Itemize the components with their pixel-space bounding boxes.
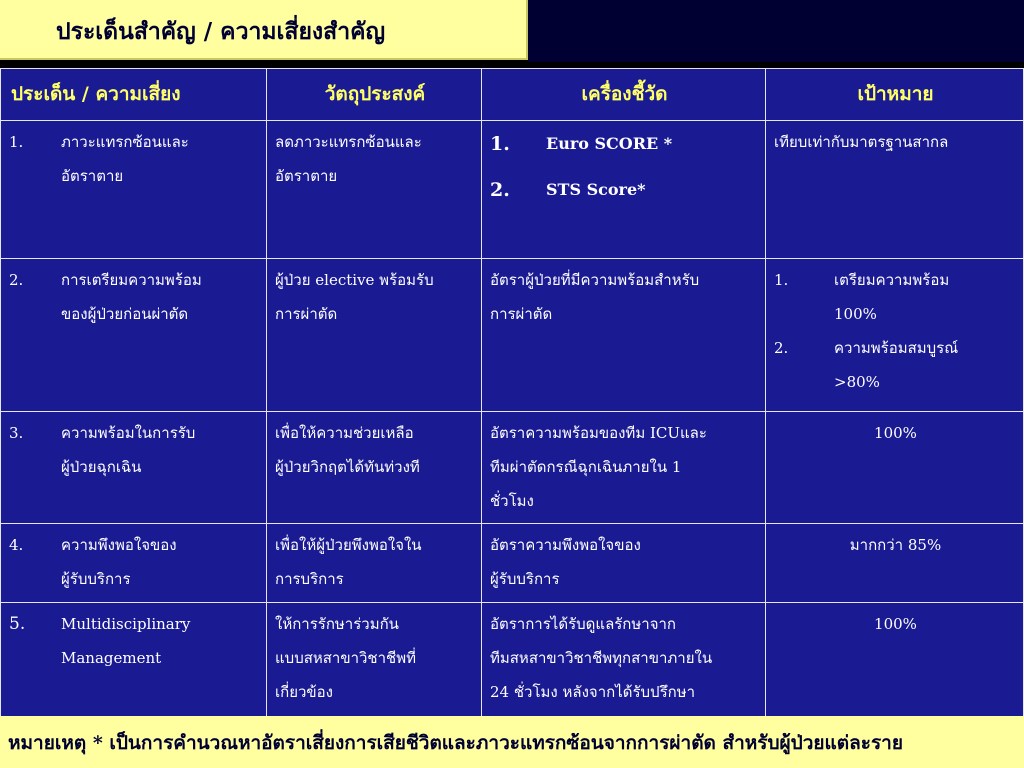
target-cell	[766, 121, 1024, 259]
target-cell	[766, 603, 1024, 716]
issue-line: ของผู้ป่วยก่อนผ่าตัด	[61, 305, 189, 323]
issue-line: ผู้รับบริการ	[61, 570, 131, 588]
indicator-item	[490, 129, 759, 159]
indicator-line: 24 ชั่วโมง หลังจากได้รับปรึกษา	[490, 683, 696, 701]
indicator-line: ทีมสหสาขาวิชาชีพทุกสาขาภายใน	[490, 649, 713, 667]
objective-cell	[267, 603, 482, 716]
indicator-line: ชั่วโมง	[490, 492, 534, 510]
objective-line: แบบสหสาขาวิชาชีพที่	[275, 649, 416, 667]
issue-cell	[0, 121, 267, 259]
target-line: 100%	[834, 305, 877, 323]
indicator-number: 2.	[490, 179, 510, 201]
issue-line: ผู้ป่วยฉุกเฉิน	[61, 458, 142, 476]
objective-line: เพื่อให้ความช่วยเหลือ	[275, 424, 414, 442]
table-row	[0, 259, 1024, 412]
issue-line: ความพร้อมในการรับ	[61, 424, 196, 442]
indicator-cell	[482, 412, 766, 524]
issue-line: Multidisciplinary	[61, 615, 191, 633]
indicator-cell	[482, 603, 766, 716]
issue-number: 3.	[9, 424, 24, 442]
indicator-line: อัตราความพึงพอใจของ	[490, 536, 641, 554]
issue-line: ภาวะแทรกซ้อนและ	[61, 133, 189, 151]
target-number: 1.	[774, 271, 789, 289]
target-line: ความพร้อมสมบูรณ์	[834, 339, 959, 357]
target-line: >80%	[834, 373, 880, 391]
issue-line: Management	[61, 649, 162, 667]
objective-line: เกี่ยวข้อง	[275, 683, 334, 701]
objective-cell	[267, 121, 482, 259]
indicator-cell	[482, 524, 766, 603]
objective-cell	[267, 524, 482, 603]
indicator-item	[490, 175, 759, 205]
table-row	[0, 603, 1024, 716]
objective-cell	[267, 412, 482, 524]
objective-line: ผู้ป่วย elective พร้อมรับ	[275, 271, 434, 289]
objective-line: ให้การรักษาร่วมกัน	[275, 615, 399, 633]
indicator-text: Euro SCORE *	[546, 134, 673, 153]
table-row	[0, 412, 1024, 524]
indicator-number: 1.	[490, 133, 510, 155]
target-line: เทียบเท่ากับมาตรฐานสากล	[774, 133, 949, 151]
issue-cell	[0, 412, 267, 524]
page-title: ประเด็นสำคัญ / ความเสี่ยงสำคัญ	[56, 18, 386, 45]
issues-table	[0, 68, 1024, 716]
target-cell	[766, 524, 1024, 603]
indicator-text: STS Score*	[546, 180, 646, 199]
header-indicator: เครื่องชี้วัด	[482, 68, 766, 121]
header-issue: ประเด็น / ความเสี่ยง	[0, 68, 267, 121]
issue-line: การเตรียมความพร้อม	[61, 271, 202, 289]
issue-number: 5.	[9, 614, 26, 634]
indicator-line: อัตราการได้รับดูแลรักษาจาก	[490, 615, 676, 633]
title-banner	[0, 0, 528, 60]
issue-line: ความพึงพอใจของ	[61, 536, 177, 554]
indicator-line: อัตราความพร้อมของทีม ICUและ	[490, 424, 707, 442]
issue-number: 4.	[9, 536, 24, 554]
issue-cell	[0, 603, 267, 716]
table-row	[0, 524, 1024, 603]
table-header-row	[0, 68, 1024, 121]
issue-number: 2.	[9, 271, 24, 289]
target-line: มากกว่า 85%	[849, 536, 942, 554]
indicator-line: อัตราผู้ป่วยที่มีความพร้อมสำหรับ	[490, 271, 700, 289]
table-row	[0, 121, 1024, 259]
header-objective: วัตถุประสงค์	[267, 68, 482, 121]
target-cell	[766, 259, 1024, 412]
issue-line: อัตราตาย	[61, 167, 124, 185]
indicator-line: การผ่าตัด	[490, 305, 553, 323]
header-dark-band	[528, 0, 1024, 62]
objective-line: เพื่อให้ผู้ป่วยพึงพอใจใน	[275, 536, 422, 554]
objective-line: ผู้ป่วยวิกฤตได้ทันท่วงที	[275, 458, 420, 476]
header-target: เป้าหมาย	[766, 68, 1024, 121]
indicator-cell	[482, 259, 766, 412]
objective-line: อัตราตาย	[275, 167, 338, 185]
objective-cell	[267, 259, 482, 412]
issue-number: 1.	[9, 133, 24, 151]
objective-line: การบริการ	[275, 570, 344, 588]
target-item	[774, 263, 1017, 331]
target-item	[774, 331, 1017, 399]
target-number: 2.	[774, 339, 789, 357]
target-line: 100%	[874, 615, 917, 633]
objective-line: ลดภาวะแทรกซ้อนและ	[275, 133, 422, 151]
indicator-cell	[482, 121, 766, 259]
indicator-line: ทีมผ่าตัดกรณีฉุกเฉินภายใน 1	[490, 458, 682, 476]
target-line: เตรียมความพร้อม	[834, 271, 950, 289]
indicator-line: ผู้รับบริการ	[490, 570, 560, 588]
issue-cell	[0, 524, 267, 603]
issue-cell	[0, 259, 267, 412]
objective-line: การผ่าตัด	[275, 305, 338, 323]
target-line: 100%	[874, 424, 917, 442]
target-cell	[766, 412, 1024, 524]
footer-note: หมายเหตุ * เป็นการคำนวณหาอัตราเสี่ยงการเสียชีวิตและภาวะแทรกซ้อนจากการผ่าตัด สำหรับผู้ป่วยแต่ละราย	[0, 716, 1024, 768]
